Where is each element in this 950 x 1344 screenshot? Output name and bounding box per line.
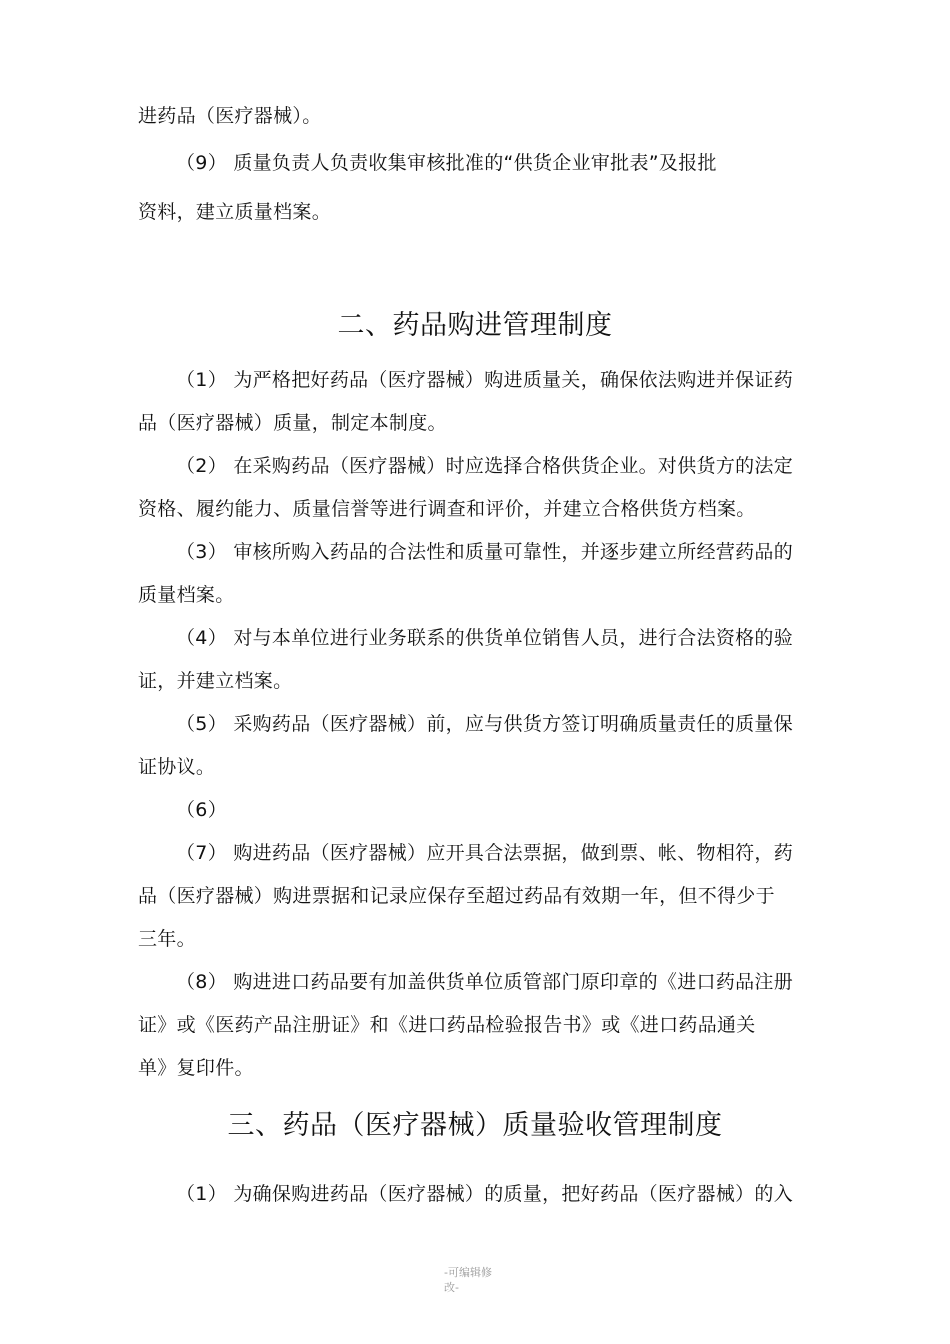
footer-editable-note: -可编辑修 xyxy=(444,1266,492,1279)
paragraph-line-item-4: （4） 对与本单位进行业务联系的供货单位销售人员，进行合法资格的验 xyxy=(176,627,794,649)
paragraph-line: 品（医疗器械）购进票据和记录应保存至超过药品有效期一年，但不得少于 xyxy=(138,885,775,907)
paragraph-line: 证，并建立档案。 xyxy=(138,670,293,692)
section-heading-quality-acceptance: 三、药品（医疗器械）质量验收管理制度 xyxy=(227,1110,723,1141)
paragraph-line: 质量档案。 xyxy=(138,584,235,606)
paragraph-line: 单》复印件。 xyxy=(138,1057,254,1079)
paragraph-line-item-3: （3） 审核所购入药品的合法性和质量可靠性，并逐步建立所经营药品的 xyxy=(176,541,794,563)
paragraph-line-item-1: （1） 为确保购进药品（医疗器械）的质量，把好药品（医疗器械）的入 xyxy=(176,1183,794,1205)
footer-editable-note: 改- xyxy=(444,1281,459,1294)
paragraph-line: 资料，建立质量档案。 xyxy=(138,201,332,223)
paragraph-line: 证协议。 xyxy=(138,756,216,778)
paragraph-line-item-9: （9） 质量负责人负责收集审核批准的“供货企业审批表”及报批 xyxy=(176,152,717,174)
paragraph-line-item-5: （5） 采购药品（医疗器械）前，应与供货方签订明确质量责任的质量保 xyxy=(176,713,794,735)
paragraph-line-item-6: （6） xyxy=(176,799,227,821)
paragraph-line: 证》或《医药产品注册证》和《进口药品检验报告书》或《进口药品通关 xyxy=(138,1014,756,1036)
paragraph-line-item-8: （8） 购进进口药品要有加盖供货单位质管部门原印章的《进口药品注册 xyxy=(176,971,794,993)
section-heading-purchase-management: 二、药品购进管理制度 xyxy=(337,310,613,341)
paragraph-line-item-1: （1） 为严格把好药品（医疗器械）购进质量关，确保依法购进并保证药 xyxy=(176,369,794,391)
paragraph-line-item-2: （2） 在采购药品（医疗器械）时应选择合格供货企业。对供货方的法定 xyxy=(176,455,794,477)
paragraph-line: 品（医疗器械）质量，制定本制度。 xyxy=(138,412,447,434)
paragraph-line: 进药品（医疗器械）。 xyxy=(138,105,322,127)
paragraph-line: 资格、履约能力、质量信誉等进行调查和评价，并建立合格供货方档案。 xyxy=(138,498,756,520)
paragraph-line-item-7: （7） 购进药品（医疗器械）应开具合法票据，做到票、帐、物相符，药 xyxy=(176,842,794,864)
paragraph-line: 三年。 xyxy=(138,928,196,950)
